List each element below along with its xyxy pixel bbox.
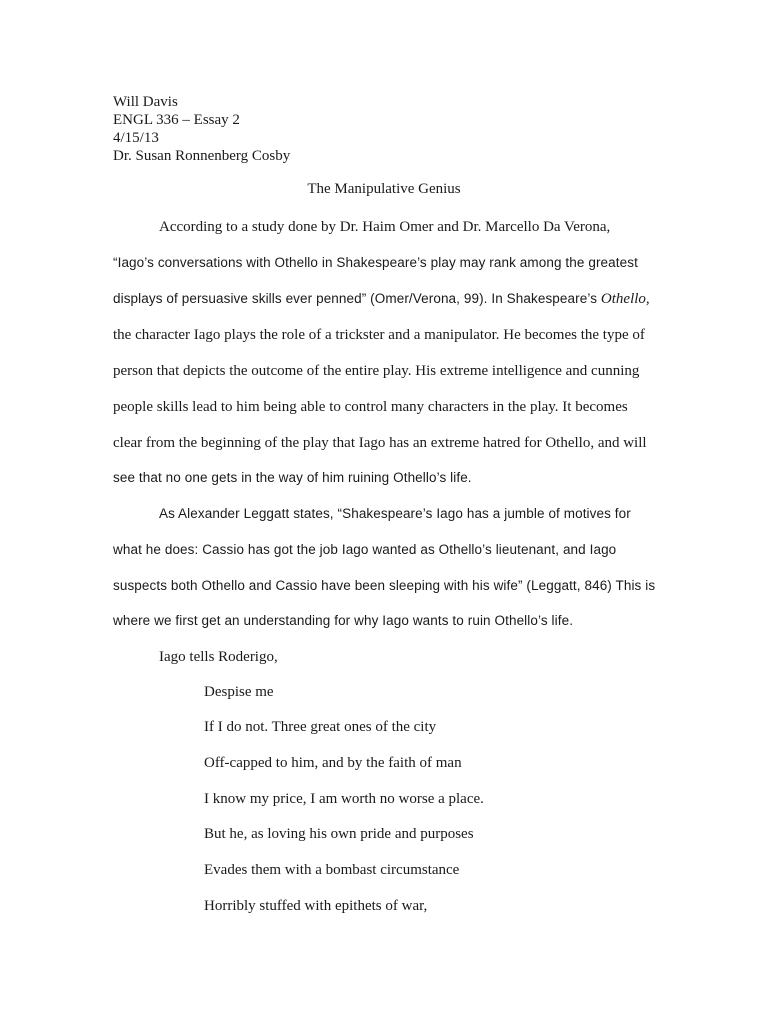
line-text: displays of persuasive skills ever penned” (Omer/Verona, 99). In Shakespeare’s [113,291,601,306]
paragraph-line: According to a study done by Dr. Haim Omer and Dr. Marcello Da Verona, [159,219,611,235]
quote-line: Despise me [204,684,274,700]
quote-line: Off-capped to him, and by the faith of man [204,755,462,771]
essay-title: The Manipulative Genius [307,181,461,197]
paragraph-line: As Alexander Leggatt states, “Shakespeare’s Iago has a jumble of motives for [159,506,631,521]
quote-intro: Iago tells Roderigo, [159,649,278,665]
paragraph-line: see that no one gets in the way of him ruining Othello’s life. [113,470,472,485]
play-title-italic: Othello [600,291,646,307]
instructor-name: Dr. Susan Ronnenberg Cosby [113,148,291,164]
quote-line: Evades them with a bombast circumstance [204,862,460,878]
line-text: , [645,291,650,307]
paragraph-line: where we first get an understanding for why Iago wants to ruin Othello’s life. [113,613,574,628]
paragraph-line: what he does: Cassio has got the job Iago wanted as Othello’s lieutenant, and Iago [113,542,617,557]
essay-date: 4/15/13 [113,130,159,146]
paragraph-line: the character Iago plays the role of a trickster and a manipulator. He becomes the type of [113,327,645,343]
paragraph-line: “Iago’s conversations with Othello in Shakespeare’s play may rank among the greatest [113,255,638,270]
paragraph-line: people skills lead to him being able to control many characters in the play. It becomes [113,399,628,415]
essay-header [113,93,290,165]
quote-line: But he, as loving his own pride and purposes [204,826,474,842]
quote-line: If I do not. Three great ones of the city [204,719,437,735]
paragraph-line: suspects both Othello and Cassio have been sleeping with his wife” (Leggatt, 846) This is [113,578,656,593]
course-info: ENGL 336 – Essay 2 [113,112,240,128]
paragraph-line: person that depicts the outcome of the entire play. His extreme intelligence and cunning [113,363,640,379]
paragraph-line [113,290,650,308]
paragraph-line: clear from the beginning of the play that Iago has an extreme hatred for Othello, and will [113,435,647,451]
author-name: Will Davis [113,94,178,110]
quote-line: I know my price, I am worth no worse a place. [204,791,484,807]
quote-line: Horribly stuffed with epithets of war, [204,898,428,914]
